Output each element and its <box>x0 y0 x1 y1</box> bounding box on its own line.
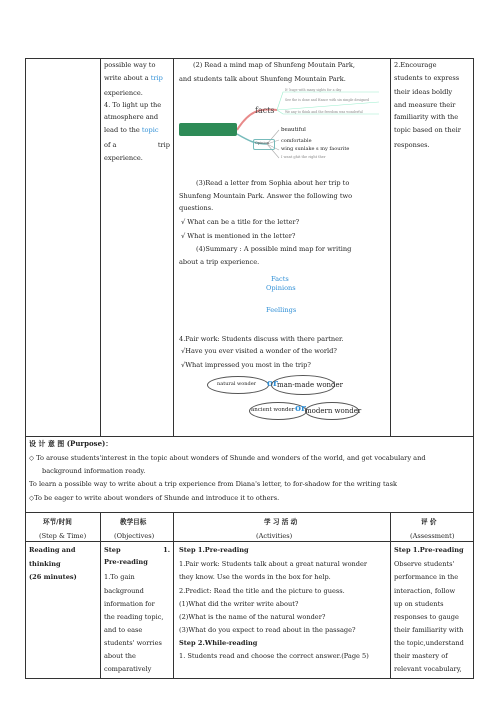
assessment-line: relevant vocabulary, <box>394 665 462 673</box>
objective-line: experience. <box>104 154 143 162</box>
mind-map-center-node <box>179 123 237 136</box>
table-border-right <box>473 58 474 679</box>
header-objectives-cn: 教学目标 <box>120 518 147 526</box>
header-assessment-cn: 评 价 <box>421 518 437 526</box>
header-step-time-cn: 环节/时间 <box>43 518 72 526</box>
question-line: √ What can be a title for the letter? <box>181 218 300 226</box>
wonders-diagram <box>205 373 360 423</box>
objective-line: 4. To light up the <box>104 101 162 109</box>
objective-line: comparatively <box>104 665 152 673</box>
assessment-line: students to express <box>394 74 460 82</box>
step-time-line: (26 minutes) <box>29 573 77 581</box>
activity-p2-line1: (2) Read a mind map of Shunfeng Moutain Park, <box>193 61 355 69</box>
table-top-border <box>25 512 474 513</box>
natural-wonder-label: natural wonder <box>217 381 257 387</box>
assessment-line: responses to gauge <box>394 613 459 621</box>
table-border-left <box>25 58 26 679</box>
summary-item-facts: Facts <box>271 275 289 283</box>
objective-line: and to ease <box>104 626 143 634</box>
or-label: or <box>295 404 306 414</box>
activity-line: (3)What do you expect to read about in the passage? <box>179 626 356 634</box>
table-border-top <box>25 58 474 59</box>
assessment-line: topic based on their <box>394 126 461 134</box>
col-divider-2b <box>173 512 174 679</box>
purpose-title: 设 计 意 图 (Purpose)： <box>29 439 113 448</box>
objectives-heading-2: Pre-reading <box>104 558 148 566</box>
objective-line: lead to the topic <box>104 126 159 134</box>
mind-map <box>179 86 389 166</box>
activity-p3-line: (3)Read a letter from Sophia about her trip to <box>196 179 350 187</box>
assessment-line: and measure their <box>394 101 456 109</box>
modern-wonder-label: modern wonder <box>305 407 362 415</box>
objective-line: about the <box>104 652 136 660</box>
opinion-line: wing sunlake s my faourite <box>281 146 350 152</box>
header-step-time-en: (Step & Time) <box>39 532 87 540</box>
activity-p4-line: about a trip experience. <box>179 258 260 266</box>
highlight-trip: trip <box>150 74 163 82</box>
header-activities-cn: 学 习 活 动 <box>264 518 298 526</box>
objective-line: experience. <box>104 89 143 97</box>
col-divider-1b <box>100 512 101 679</box>
objective-line: background <box>104 587 144 595</box>
activity-p3-line: questions. <box>179 204 214 212</box>
pair-work-line: 4.Pair work: Students discuss with there partner. <box>179 335 344 343</box>
facts-line: We any to think and the freedom was wonderful <box>285 110 363 114</box>
step-time-line: thinking <box>29 560 61 568</box>
activity-line: 2.Predict: Read the title and the picture to guess. <box>179 587 345 595</box>
activity-p4-line: (4)Summary : A possible mind map for writing <box>196 245 352 253</box>
objectives-heading: Step 1. <box>104 546 170 554</box>
assessment-line: up on students <box>394 600 444 608</box>
mind-map-opinion-label: Opinion <box>255 141 269 145</box>
activity-p2-line2: and students talk about Shunfeng Mountain Park. <box>179 75 346 83</box>
purpose-line: ◇To be eager to write about wonders of Shunde and introduce it to others. <box>29 494 280 502</box>
col-divider-3 <box>390 58 391 436</box>
objective-line: of a trip <box>104 141 170 149</box>
man-made-wonder-label: man-made wonder <box>277 381 344 389</box>
objective-line: students' worries <box>104 639 162 647</box>
purpose-line: To learn a possible way to write about a trip experience from Diana's letter, to for-shadow for the writing task <box>29 480 397 488</box>
purpose-line: background information ready. <box>42 467 146 475</box>
facts-line: It' huge with many sights for a day <box>285 88 342 92</box>
assessment-step-heading: Step 1.Pre-reading <box>394 546 464 554</box>
objective-line: atmosphere and <box>104 113 159 121</box>
col-divider-2 <box>173 58 174 436</box>
pair-work-line: √What impressed you most in the trip? <box>181 361 311 369</box>
assessment-line: performance in the <box>394 573 459 581</box>
header-assessment-en: (Assessment) <box>410 532 455 540</box>
pair-work-line: √Have you ever visited a wonder of the world? <box>181 347 337 355</box>
objective-line: 1.To gain <box>104 573 135 581</box>
objective-line: the reading topic, <box>104 613 164 621</box>
activity-line: 1.Pair work: Students talk about a great natural wonder <box>179 560 368 568</box>
assessment-line: their ideas boldly <box>394 88 453 96</box>
objective-line: information for <box>104 600 155 608</box>
assessment-line: Observe students' <box>394 560 455 568</box>
activity-p3-line: Shunfeng Mountain Park. Answer the following two <box>179 192 353 200</box>
assessment-line: their familiarity with <box>394 626 464 634</box>
assessment-line: their mastery of <box>394 652 448 660</box>
or-label: or <box>267 379 278 389</box>
opinion-line: beautiful <box>281 127 306 133</box>
header-bottom-border <box>25 541 474 542</box>
assessment-line: familiarity with the <box>394 113 459 121</box>
activity-step-heading: Step 1.Pre-reading <box>179 546 249 554</box>
question-line: √ What is mentioned in the letter? <box>181 232 296 240</box>
table-border-bottom <box>25 678 474 679</box>
assessment-line: interaction, follow <box>394 587 456 595</box>
purpose-top-border <box>25 436 474 437</box>
assessment-line: 2.Encourage <box>394 61 437 69</box>
summary-item-opinions: Opinions <box>266 284 296 292</box>
objective-line: write about a trip <box>104 74 163 82</box>
mind-map-facts-label: facts <box>255 106 275 115</box>
activity-line: (2)What is the name of the natural wonder? <box>179 613 326 621</box>
activity-step-heading: Step 2.While-reading <box>179 639 258 647</box>
activity-line: they know. Use the words in the box for help. <box>179 573 331 581</box>
header-activities-en: (Activities) <box>256 532 293 540</box>
col-divider-3b <box>390 512 391 679</box>
highlight-topic: topic <box>141 126 159 134</box>
assessment-line: the topic,understand <box>394 639 464 647</box>
opinion-line: comfortable <box>281 138 312 144</box>
objective-line: possible way to <box>104 61 156 69</box>
facts-line: See the is done and Hance with six simple designed <box>285 98 370 102</box>
activity-line: 1. Students read and choose the correct answer.(Page 5) <box>179 652 369 660</box>
summary-item-feelings: Feellings <box>266 306 297 314</box>
col-divider-1 <box>100 58 101 436</box>
ancient-wonder-label: ancient wonder <box>251 407 295 413</box>
assessment-line: responses. <box>394 141 430 149</box>
purpose-line: ◇ To arouse students'interest in the topic about wonders of Shunde and wonders of the world, and get vocabulary and <box>29 454 426 462</box>
header-objectives-en: (Objectives) <box>114 532 155 540</box>
step-time-line: Reading and <box>29 546 76 554</box>
activity-line: (1)What did the writer write about? <box>179 600 299 608</box>
opinion-line: I want ghit the right ther <box>281 155 326 159</box>
